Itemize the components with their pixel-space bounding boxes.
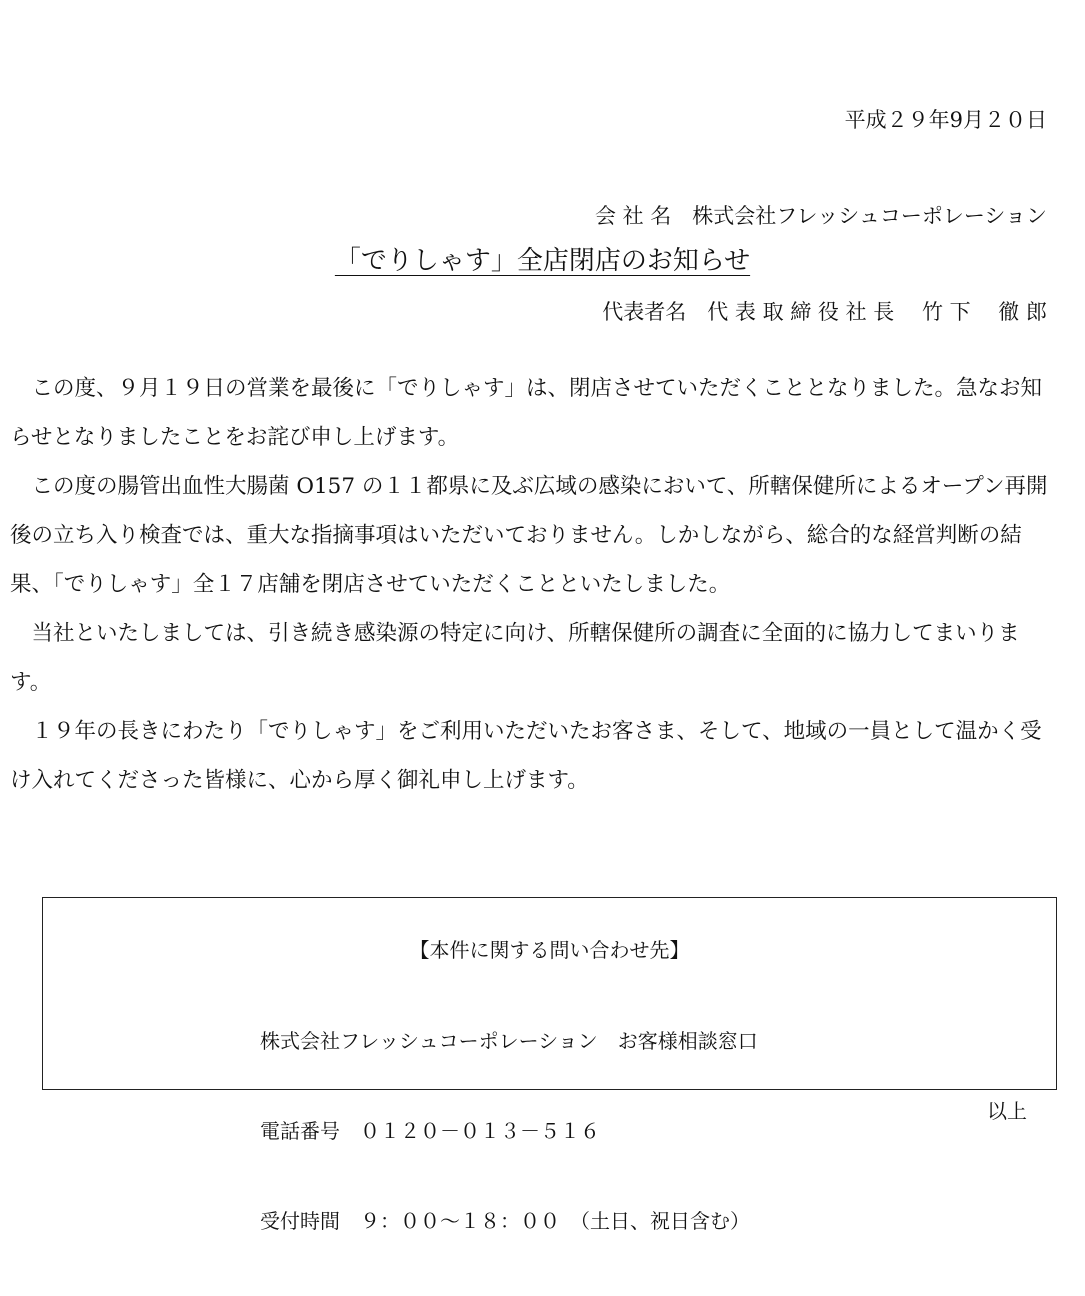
paragraph-cooperation: 当社といたしましては、引き続き感染源の特定に向け、所轄保健所の調査に全面的に協力してまいります。	[10, 621, 1020, 695]
announcement-body	[10, 364, 1050, 805]
contact-phone-line: 電話番号 ０１２０－０１３－５１６	[260, 1119, 600, 1143]
contact-company-line: 株式会社フレッシュコーポレーション お客様相談窓口	[260, 1029, 758, 1053]
paragraph-closing-notice: この度、９月１９日の営業を最後に「でりしゃす」は、閉店させていただくこととなりました。急なお知らせとなりましたことをお詫び申し上げます。	[10, 376, 1043, 450]
announcement-title: 「でりしゃす」全店閉店のお知らせ	[334, 246, 751, 276]
closing-mark: 以上	[987, 1099, 1027, 1123]
header-block	[595, 40, 1047, 360]
contact-heading: 【本件に関する問い合わせ先】	[409, 938, 690, 962]
contact-hours-line: 受付時間 ９：００～１８：００ （土日、祝日含む）	[260, 1209, 750, 1233]
announcement-title-wrapper	[0, 240, 1085, 277]
issue-date: 平成２９年9月２０日	[844, 108, 1047, 132]
paragraph-gratitude: １９年の長きにわたり「でりしゃす」をご利用いただいたお客さま、そして、地域の一員として温かく受け入れてくださった皆様に、心から厚く御礼申し上げます。	[10, 719, 1042, 793]
paragraph-inspection-result: この度の腸管出血性大腸菌 O157 の１１都県に及ぶ広域の感染において、所轄保健所によるオープン再開後の立ち入り検査では、重大な指摘事項はいただいておりません。しかしながら、総合的な経営判断の結果、「でりしゃす」全１７店舗を閉店させていただくことといたしました。	[10, 474, 1048, 597]
company-name-line: 会 社 名 株式会社フレッシュコーポレーション	[594, 204, 1047, 228]
representative-line: 代表者名 代 表 取 締 役 社 長 竹 下 徹 郎	[602, 300, 1047, 324]
contact-details	[260, 966, 758, 1296]
